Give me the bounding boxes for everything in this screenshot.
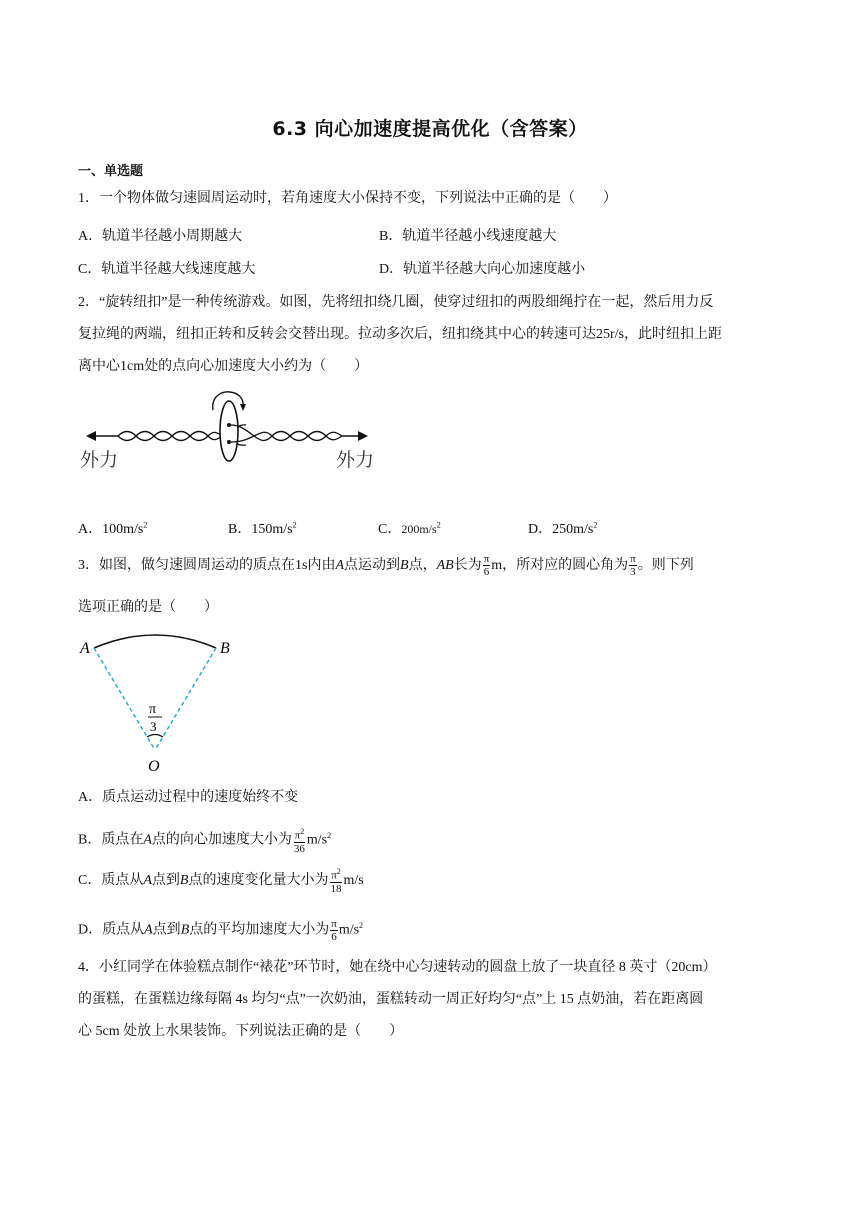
q2-option-a: A．$100m/s^2$ xyxy=(78,520,148,537)
q1-option-c: C．轨道半径越大线速度越大 xyxy=(78,262,256,277)
q2-line-3: 离中心1cm处的点向心加速度大小约为（ ） xyxy=(78,359,369,374)
button-disc xyxy=(220,401,238,461)
q3-option-a: A．质点运动过程中的速度始终不变 xyxy=(78,790,299,805)
right-arrow-head xyxy=(358,431,368,441)
q2-option-b: B．$150m/s^2$ xyxy=(228,520,297,537)
radius-oa xyxy=(94,648,155,750)
arc-ab xyxy=(94,635,216,648)
q3-option-d: D．质点从A点到B点的平均加速度大小为 $\frac{\pi}{6}$ $m/s^2$ xyxy=(78,917,364,943)
q4-line-3: 心 5cm 处放上水果装饰。下列说法正确的是（ ） xyxy=(78,1024,404,1039)
left-arrow-head xyxy=(86,431,96,441)
section-heading: 一、单选题 xyxy=(78,164,144,179)
sector-figure xyxy=(76,630,246,776)
q3-line-2: 选项正确的是（ ） xyxy=(78,600,218,615)
point-o-label: O xyxy=(148,758,160,775)
angle-label-den: 3 xyxy=(150,719,157,734)
right-force-label: 外力 xyxy=(336,449,375,471)
q2-line-2: 复拉绳的两端，纽扣正转和反转会交替出现。拉动多次后，纽扣绕其中心的转速可达25r/s，此时纽扣上距 xyxy=(78,327,722,342)
q1-option-a: A．轨道半径越小周期越大 xyxy=(78,229,243,244)
q1-option-d: D．轨道半径越大向心加速度越小 xyxy=(379,262,586,277)
q3-option-b: B．质点在A点的向心加速度大小为 $\frac{\pi^2}{36}$ $m/s^2$ xyxy=(78,827,332,855)
button-hole-bottom xyxy=(227,440,231,444)
q4-line-1: 4．小红同学在体验糕点制作“裱花”环节时，她在绕中心匀速转动的圆盘上放了一块直径 8 英寸（20cm） xyxy=(78,960,717,975)
q2-option-c: C．$200m/s^2$ xyxy=(378,520,441,537)
q3-line-1: 3．如图，做匀速圆周运动的质点在1s内由A点运动到B点，AB长为 $\frac{\pi}{6}$ m，所对应的圆心角为 $\frac{\pi}{3}$ 。则下列 xyxy=(78,553,694,579)
fraction-pi-over-3: $\frac{\pi}{3}$ xyxy=(630,553,636,579)
point-b-label: B xyxy=(220,640,230,657)
angle-label-num: π xyxy=(149,702,157,717)
angle-arc xyxy=(147,735,163,738)
q2-line-1: 2．“旋转纽扣”是一种传统游戏。如图，先将纽扣绕几圈，使穿过纽扣的两股细绳拧在一起，然后用力反 xyxy=(78,295,714,310)
left-force-label: 外力 xyxy=(80,449,119,471)
page-title: 6.3 向心加速度提高优化（含答案） xyxy=(272,118,588,140)
radius-ob xyxy=(155,648,216,750)
q1-option-b: B．轨道半径越小线速度越大 xyxy=(379,229,557,244)
rotation-arrow-head xyxy=(240,404,246,411)
q4-line-2: 的蛋糕，在蛋糕边缘每隔 4s 均匀“点”一次奶油，蛋糕转动一周正好均匀“点”上 15 点奶油，若在距离圆 xyxy=(78,992,704,1007)
q3-option-c: C．质点从A点到B点的速度变化量大小为 $\frac{\pi^2}{18}$ m/s xyxy=(78,867,364,896)
button-hole-top xyxy=(227,423,231,427)
fraction-pi-over-6: $\frac{\pi}{6}$ xyxy=(483,553,490,579)
q1-stem: 1．一个物体做匀速圆周运动时，若角速度大小保持不变，下列说法中正确的是（ ） xyxy=(78,191,617,206)
button-twist-figure xyxy=(80,388,380,472)
q2-option-d: D．$250m/s^2$ xyxy=(528,520,598,537)
point-a-label: A xyxy=(80,640,90,657)
